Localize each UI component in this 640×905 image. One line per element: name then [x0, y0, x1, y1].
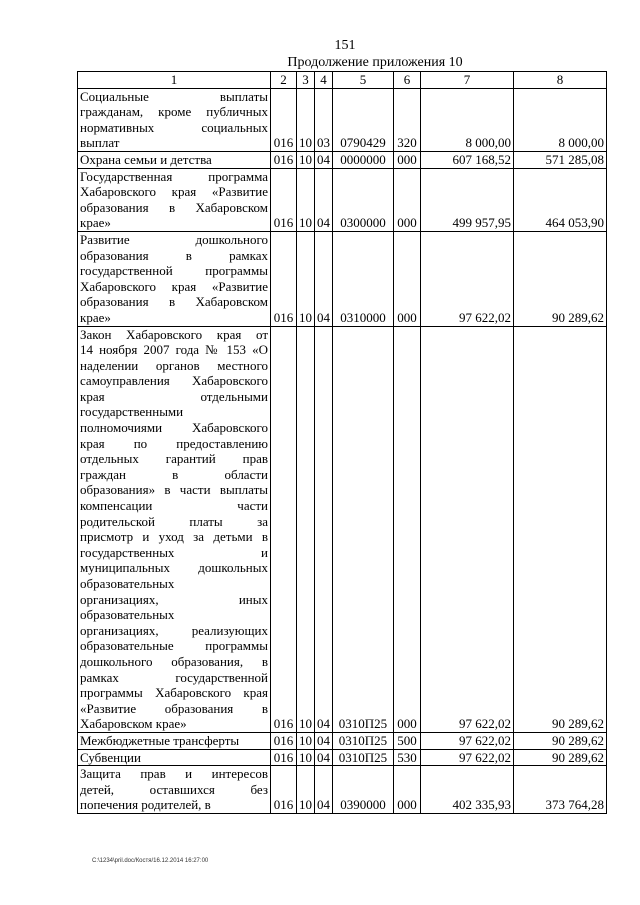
ministry-code: 016	[271, 151, 297, 168]
row-name	[78, 732, 271, 749]
expense-type-code: 000	[394, 231, 421, 326]
amount-2016: 90 289,62	[514, 326, 607, 732]
header-col-4: 4	[315, 72, 333, 89]
row-name-line: Межбюджетные трансферты	[80, 732, 240, 748]
expense-type-code: 000	[394, 766, 421, 814]
section-code: 10	[297, 231, 315, 326]
row-name-line: нормативных социальных	[80, 119, 268, 135]
header-col-8: 8	[514, 72, 607, 89]
expense-type-code: 320	[394, 88, 421, 151]
row-name-line: Социальные выплаты	[80, 88, 268, 104]
row-name-line: компенсации части	[80, 498, 268, 514]
section-code: 10	[297, 732, 315, 749]
target-article-code: 0310П25	[333, 749, 394, 766]
row-name-line: государственных и	[80, 544, 268, 560]
ministry-code: 016	[271, 766, 297, 814]
row-name-line: самоуправления Хабаровского	[80, 373, 268, 389]
header-row	[78, 72, 607, 89]
row-name-line: Субвенции	[80, 749, 141, 765]
subsection-code: 04	[315, 231, 333, 326]
row-name	[78, 168, 271, 231]
subsection-code: 04	[315, 151, 333, 168]
amount-2016: 8 000,00	[514, 88, 607, 151]
page-number: 151	[334, 38, 356, 53]
table-row	[78, 231, 607, 326]
row-name-line: Охрана семьи и детства	[80, 151, 212, 167]
expense-type-code: 000	[394, 151, 421, 168]
row-name-line: края по предоставлению	[80, 435, 268, 451]
section-code: 10	[297, 151, 315, 168]
row-name	[78, 231, 271, 326]
row-name-line: родительской платы за	[80, 513, 268, 529]
row-name-line: образовательные программы	[80, 638, 268, 654]
row-name-line: Государственная программа	[80, 168, 268, 184]
amount-2016: 90 289,62	[514, 749, 607, 766]
row-name-line: 14 ноября 2007 года № 153 «О	[80, 342, 268, 358]
expense-type-code: 530	[394, 749, 421, 766]
amount-2015: 8 000,00	[421, 88, 514, 151]
row-name-line: дошкольного образования, в	[80, 653, 268, 669]
row-name-line: образования» в части выплаты	[80, 482, 268, 498]
row-name-line: государственной программы	[80, 263, 268, 279]
amount-2016: 90 289,62	[514, 732, 607, 749]
amount-2015: 402 335,93	[421, 766, 514, 814]
row-name-line: крае»	[80, 309, 111, 325]
budget-table	[77, 71, 607, 814]
row-name-line: программы Хабаровского края	[80, 685, 268, 701]
amount-2016: 90 289,62	[514, 231, 607, 326]
row-name-line: выплат	[80, 135, 120, 151]
row-name-line: края отдельными	[80, 388, 268, 404]
row-name-line: Хабаровского края «Развитие	[80, 184, 268, 200]
section-code: 10	[297, 168, 315, 231]
table-row	[78, 326, 607, 732]
row-name-line: государственными	[80, 404, 184, 420]
row-name-line: Закон Хабаровского края от	[80, 326, 268, 342]
header-col-7: 7	[421, 72, 514, 89]
row-name-line: детей, оставшихся без	[80, 781, 268, 797]
row-name-line: Развитие дошкольного	[80, 231, 268, 247]
subsection-code: 04	[315, 766, 333, 814]
section-code: 10	[297, 749, 315, 766]
table-row	[78, 88, 607, 151]
row-name	[78, 326, 271, 732]
row-name	[78, 88, 271, 151]
row-name-line: отдельных гарантий прав	[80, 451, 268, 467]
amount-2016: 571 285,08	[514, 151, 607, 168]
ministry-code: 016	[271, 88, 297, 151]
expense-type-code: 500	[394, 732, 421, 749]
amount-2015: 97 622,02	[421, 749, 514, 766]
section-code: 10	[297, 326, 315, 732]
target-article-code: 0000000	[333, 151, 394, 168]
header-col-3: 3	[297, 72, 315, 89]
table-row	[78, 168, 607, 231]
target-article-code: 0310000	[333, 231, 394, 326]
row-name	[78, 766, 271, 814]
row-name-line: Хабаровского края «Развитие	[80, 278, 268, 294]
row-name-line: муниципальных дошкольных	[80, 560, 268, 576]
header-col-1: 1	[78, 72, 271, 89]
header-col-2: 2	[271, 72, 297, 89]
target-article-code: 0310П25	[333, 732, 394, 749]
amount-2015: 97 622,02	[421, 326, 514, 732]
file-path-footer: C:\1234\pril.doc/Костя/16.12.2014 16:27:00	[92, 858, 209, 864]
section-code: 10	[297, 766, 315, 814]
row-name-line: образования в рамках	[80, 247, 268, 263]
ministry-code: 016	[271, 326, 297, 732]
row-name-line: «Развитие образования в	[80, 700, 268, 716]
target-article-code: 0300000	[333, 168, 394, 231]
row-name-line: крае»	[80, 215, 111, 231]
row-name-line: попечения родителей, в	[80, 797, 211, 813]
row-name-line: гражданам, кроме публичных	[80, 104, 268, 120]
row-name-line: организациях, реализующих	[80, 622, 268, 638]
ministry-code: 016	[271, 168, 297, 231]
expense-type-code: 000	[394, 326, 421, 732]
amount-2015: 499 957,95	[421, 168, 514, 231]
row-name-line: граждан в области	[80, 466, 268, 482]
row-name-line: образования в Хабаровском	[80, 199, 268, 215]
appendix-subtitle: Продолжение приложения 10	[287, 55, 463, 70]
amount-2015: 97 622,02	[421, 732, 514, 749]
row-name-line: образовательных	[80, 576, 175, 591]
row-name-line: наделении органов местного	[80, 357, 268, 373]
table-row	[78, 766, 607, 814]
row-name-line: Защита прав и интересов	[80, 766, 268, 782]
expense-type-code: 000	[394, 168, 421, 231]
row-name-line: образования в Хабаровском	[80, 294, 268, 310]
ministry-code: 016	[271, 231, 297, 326]
target-article-code: 0310П25	[333, 326, 394, 732]
row-name-line: полномочиями Хабаровского	[80, 420, 268, 436]
section-code: 10	[297, 88, 315, 151]
row-name-line: рамках государственной	[80, 669, 268, 685]
ministry-code: 016	[271, 749, 297, 766]
row-name-line: организациях, иных	[80, 591, 268, 607]
subsection-code: 04	[315, 168, 333, 231]
amount-2015: 97 622,02	[421, 231, 514, 326]
header-col-6: 6	[394, 72, 421, 89]
amount-2015: 607 168,52	[421, 151, 514, 168]
row-name	[78, 749, 271, 766]
target-article-code: 0390000	[333, 766, 394, 814]
subsection-code: 04	[315, 732, 333, 749]
table-row	[78, 151, 607, 168]
row-name-line: присмотр и уход за детьми в	[80, 529, 268, 545]
target-article-code: 0790429	[333, 88, 394, 151]
table-row	[78, 749, 607, 766]
amount-2016: 464 053,90	[514, 168, 607, 231]
subsection-code: 04	[315, 326, 333, 732]
ministry-code: 016	[271, 732, 297, 749]
amount-2016: 373 764,28	[514, 766, 607, 814]
row-name-line: Хабаровском крае»	[80, 716, 187, 732]
header-col-5: 5	[333, 72, 394, 89]
row-name-line: образовательных	[80, 607, 175, 623]
table-row	[78, 732, 607, 749]
subsection-code: 04	[315, 749, 333, 766]
row-name	[78, 151, 271, 168]
subsection-code: 03	[315, 88, 333, 151]
